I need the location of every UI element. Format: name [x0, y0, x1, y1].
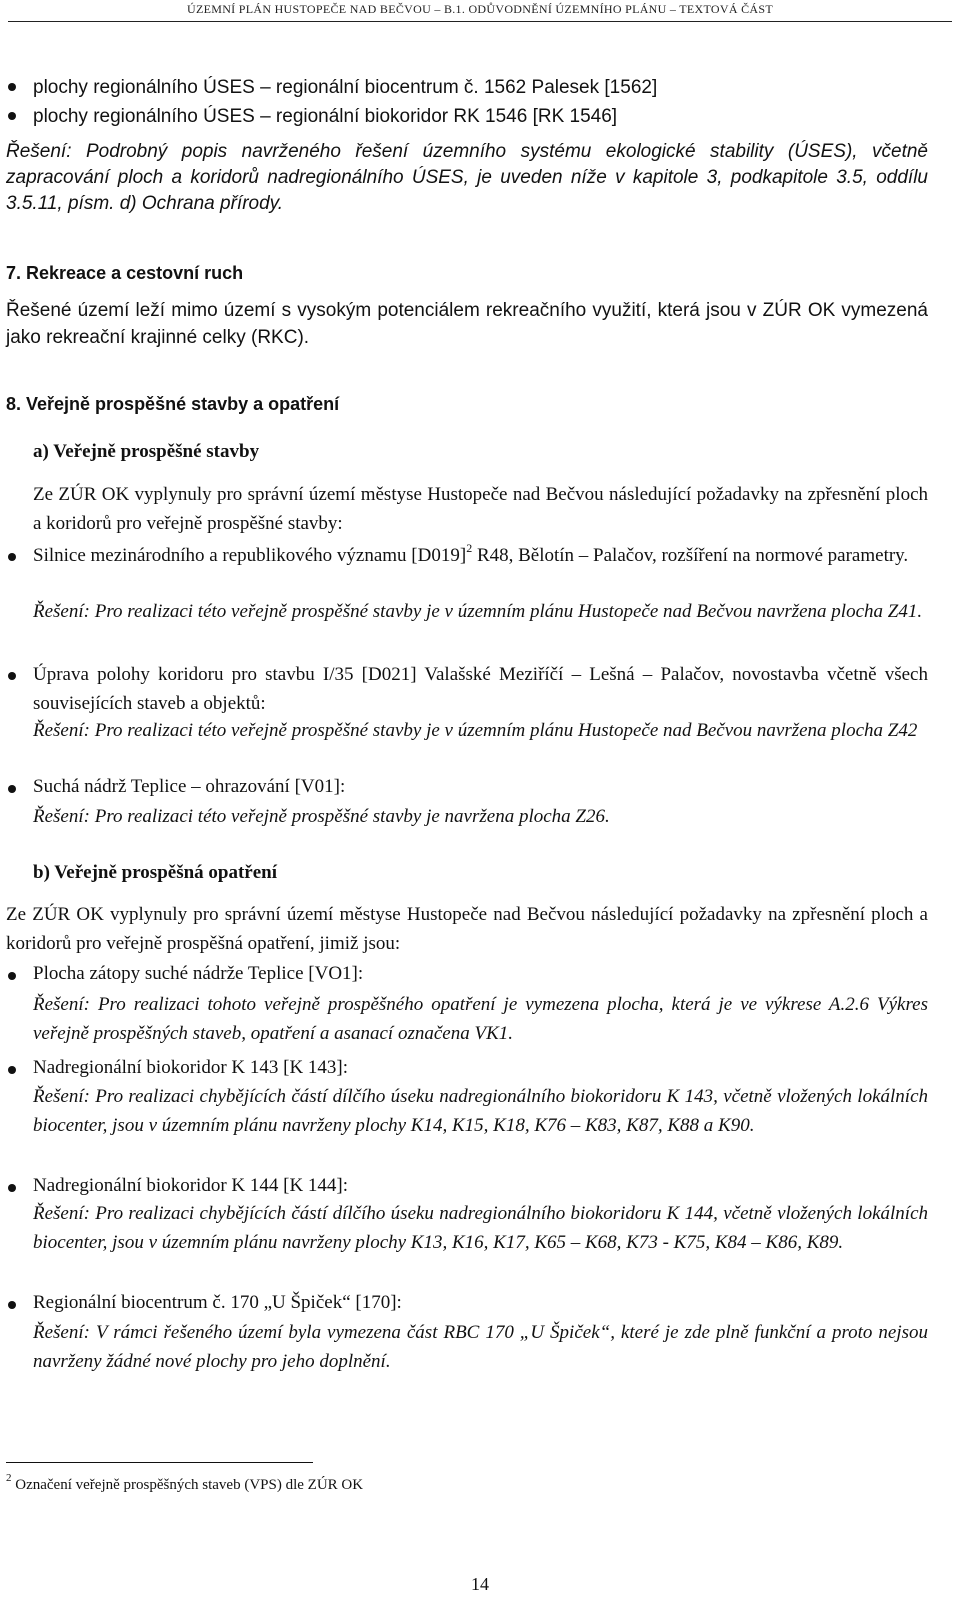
bullet-dot: [8, 785, 16, 793]
section-7-heading: 7. Rekreace a cestovní ruch: [6, 263, 244, 283]
vpo-item-2: Nadregionální biokoridor K 143 [K 143]:: [33, 1057, 349, 1078]
bullet-dot: [8, 972, 16, 980]
subsection-a-heading: a) Veřejně prospěšné stavby: [33, 441, 260, 462]
footnote-rule: [6, 1462, 313, 1463]
running-header-text: ÚZEMNÍ PLÁN HUSTOPEČE NAD BEČVOU – B.1. ODŮVODNĚNÍ ÚZEMNÍHO PLÁNU – TEXTOVÁ ČÁST: [187, 2, 773, 16]
intro-solution-paragraph: Řešení: Podrobný popis navrženého řešení územního systému ekologické stability (ÚSES), včetně zapracování ploch a koridorů nadregionálního ÚSES, je uveden níže v kapitole 3, podkapitole 3.5, oddílu 3.5.11, písm. d) Ochrana přírody.: [6, 141, 928, 214]
vpo-item-4: Regionální biocentrum č. 170 „U Špiček“ [170]:: [33, 1292, 402, 1313]
section-7-paragraph: Řešené území leží mimo území s vysokým potenciálem rekreačního využití, která jsou v ZÚR OK vymezená jako rekreační krajinné celky (RKC).: [6, 300, 928, 348]
bullet-dot: [8, 1301, 16, 1309]
footnote-ref: 2: [466, 540, 473, 555]
vps-item-1-solution: Řešení: Pro realizaci této veřejně prospěšné stavby je v územním plánu Hustopeče nad Bečvou navržena plocha Z41.: [33, 601, 923, 622]
vps-item-2-solution: Řešení: Pro realizaci této veřejně prospěšné stavby je v územním plánu Hustopeče nad Bečvou navržena plocha Z42: [33, 720, 918, 741]
list-item: plochy regionálního ÚSES – regionální biokoridor RK 1546 [RK 1546]: [33, 106, 618, 127]
vpo-item-2-solution: Řešení: Pro realizaci chybějících částí dílčího úseku nadregionálního biokoridoru K 143, včetně vložených lokálních biocenter, jsou v územním plánu navrženy plochy K14, K15, K18, K76 – K83, K87, K88 a K90.: [33, 1086, 928, 1136]
footnote-text: Označení veřejně prospěšných staveb (VPS) dle ZÚR OK: [11, 1477, 364, 1493]
bullet-dot: [8, 553, 16, 561]
vps-item-3-solution: Řešení: Pro realizaci této veřejně prospěšné stavby je navržena plocha Z26.: [33, 806, 610, 827]
vpo-item-1: Plocha zátopy suché nádrže Teplice [VO1]:: [33, 963, 364, 984]
bullet-dot: [8, 112, 16, 120]
bullet-dot: [8, 1184, 16, 1192]
section-8-heading: 8. Veřejně prospěšné stavby a opatření: [6, 394, 340, 414]
vpo-item-4-solution: Řešení: V rámci řešeného území byla vymezena část RBC 170 „U Špiček“, které je zde plně funkční a proto nejsou navrženy žádné nové plochy pro jeho doplnění.: [33, 1322, 928, 1372]
vps-item-1-text: Silnice mezinárodního a republikového významu [D019]: [33, 545, 467, 566]
bullet-dot: [8, 1066, 16, 1074]
header-rule: [8, 21, 952, 22]
vps-item-1: [33, 541, 928, 570]
vpo-item-1-solution: Řešení: Pro realizaci tohoto veřejně prospěšného opatření je vymezena plocha, která je ve výkrese A.2.6 Výkres veřejně prospěšných staveb, opatření a asanací označena VK1.: [33, 994, 928, 1044]
running-header: [0, 0, 960, 17]
subsection-b-intro: Ze ZÚR OK vyplynuly pro správní území městyse Hustopeče nad Bečvou následující požadavky na zpřesnění ploch a koridorů pro veřejně prospěšná opatření, jimiž jsou:: [6, 904, 928, 954]
bullet-dot: [8, 672, 16, 680]
vps-item-3: Suchá nádrž Teplice – ohrazování [V01]:: [33, 776, 346, 797]
page-number: 14: [471, 1574, 489, 1594]
vpo-item-3-solution: Řešení: Pro realizaci chybějících částí dílčího úseku nadregionálního biokoridoru K 144, včetně vložených lokálních biocenter, jsou v územním plánu navrženy plochy K13, K16, K17, K65 – K68, K73 - K75, K84 – K86, K89.: [33, 1203, 928, 1253]
footnote-number: 2: [6, 1472, 12, 1484]
subsection-b-heading: b) Veřejně prospěšná opatření: [33, 862, 278, 883]
vps-item-2: Úprava polohy koridoru pro stavbu I/35 [D021] Valašské Meziříčí – Lešná – Palačov, novostavba včetně všech souvisejících staveb a objektů:: [33, 664, 928, 714]
vpo-item-3: Nadregionální biokoridor K 144 [K 144]:: [33, 1175, 349, 1196]
vps-item-1-text-after: R48, Bělotín – Palačov, rozšíření na normové parametry.: [472, 545, 909, 566]
list-item: plochy regionálního ÚSES – regionální biocentrum č. 1562 Palesek [1562]: [33, 77, 658, 98]
footnote: [6, 1472, 364, 1495]
subsection-a-intro: Ze ZÚR OK vyplynuly pro správní území městyse Hustopeče nad Bečvou následující požadavky na zpřesnění ploch a koridorů pro veřejně prospěšné stavby:: [33, 484, 928, 534]
bullet-dot: [8, 83, 16, 91]
